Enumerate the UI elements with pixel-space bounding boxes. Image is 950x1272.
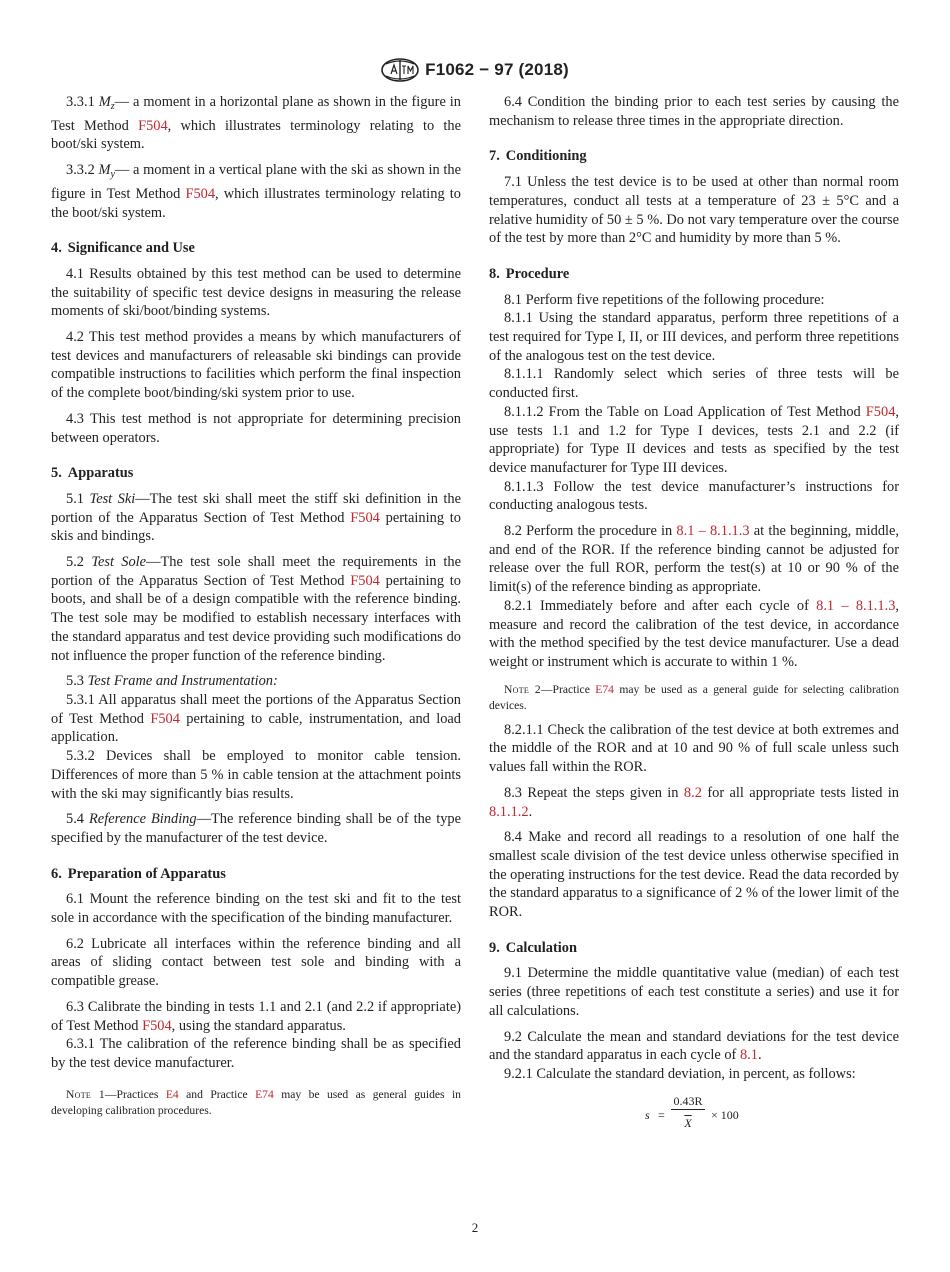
paragraph-5-4: 5.4 Reference Binding—The reference binding shall be of the type specified by the manufacturer of the test device. — [51, 811, 461, 846]
paragraph-8-4: 8.4 Make and record all readings to a resolution of one half the smallest scale division of the test device unless otherwise specified in the operating instructions for the test device. Read the data recorded by the standard apparatus to a significance of 2 % of the lower limit of the ROR. — [489, 829, 899, 921]
ref-link-f504[interactable]: F504 — [185, 185, 216, 202]
paragraph-7-1: 7.1 Unless the test device is to be used at other than normal room temperatures, conduct all tests at a temperature of 23 ± 5°C and a relative humidity of 50 ± 5 %. Do not vary temperature over the course of the test by more than 2°C and humidity by more than 5 %. — [489, 174, 899, 247]
ref-link-e74[interactable]: E74 — [255, 1087, 274, 1101]
paragraph-5-3: 5.3 Test Frame and Instrumentation: — [66, 673, 278, 690]
astm-logo-icon — [381, 58, 419, 82]
ref-link-f504[interactable]: F504 — [865, 403, 896, 420]
fraction-bar — [671, 1109, 705, 1110]
paragraph-6-2: 6.2 Lubricate all interfaces within the reference binding and all areas of sliding contact between test sole and binding with a compatible grease. — [51, 935, 461, 990]
page-number: 2 — [471, 1220, 479, 1235]
ref-link-f504[interactable]: F504 — [150, 710, 180, 727]
ref-link-8-1[interactable]: 8.1 — [739, 1047, 758, 1064]
paragraph-4-1: 4.1 Results obtained by this test method can be used to determine the suitability of specific test device designs in measuring the release moments of ski/boot/binding systems. — [51, 265, 461, 320]
paragraph-8-1-1-1: 8.1.1.1 Randomly select which series of three tests will be conducted first. — [489, 366, 899, 402]
ref-link-f504[interactable]: F504 — [138, 117, 168, 134]
section-heading-6: 6. Preparation of Apparatus — [51, 865, 226, 882]
right-column — [489, 93, 899, 1136]
section-heading-7: 7. Conditioning — [489, 148, 587, 165]
paragraph-8-2-1-1: 8.2.1.1 Check the calibration of the test device at both extremes and the middle of the ROR and at 10 and 90 % of full scale unless such values fall within the ROR. — [489, 721, 899, 776]
page-header — [0, 57, 950, 83]
paragraph-5-2: 5.2 Test Sole—The test sole shall meet the requirements in the portion of the Apparatus Section of Test Method F504 pertaining to boots, and shall be of a design compatible with the reference binding. The test sole may be modified to establish necessary interfaces with the standard apparatus and test device providing such modifications do not influence the proper function of the reference binding. — [51, 554, 462, 664]
ref-link-f504[interactable]: F504 — [350, 509, 380, 526]
paragraph-6-1: 6.1 Mount the reference binding on the test ski and fit to the test sole in accordance with the specification of the binding manufacturer. — [51, 891, 461, 927]
paragraph-9-2-1: 9.2.1 Calculate the standard deviation, in percent, as follows: — [504, 1065, 856, 1082]
paragraph-8-2: 8.2 Perform the procedure in 8.1 – 8.1.1.3 at the beginning, middle, and end of the ROR. If the reference binding cannot be adjusted for release over the full ROR, perform the test(s) at 10 or 90 % of the limit(s) of the reference binding as appropriate. — [489, 523, 899, 596]
section-heading-8: 8. Procedure — [489, 265, 570, 282]
paragraph-8-3: 8.3 Repeat the steps given in 8.2 for all appropriate tests listed in 8.1.1.2. — [489, 784, 900, 820]
paragraph-8-2-1: 8.2.1 Immediately before and after each cycle of 8.1 – 8.1.1.3, measure and record the calibration of the test device, in accordance with the method specified by the test device manufacturer. Use a dead weight or instrument which is accurate to within 1 %. — [489, 597, 899, 670]
equation-numerator: 0.43R — [673, 1093, 703, 1108]
equation-multiplier: × 100 — [711, 1107, 739, 1122]
ref-link-8-1[interactable]: 8.1 – 8.1.1.3 — [816, 597, 896, 614]
ref-link-8-1-1-2[interactable]: 8.1.1.2 — [489, 803, 529, 820]
paragraph-5-1: 5.1 Test Ski—The test ski shall meet the stiff ski definition in the portion of the Apparatus Section of Test Method F504 pertaining to skis and bindings. — [51, 490, 462, 545]
paragraph-8-1-1: 8.1.1 Using the standard apparatus, perform three repetitions of a test required for Type I, II, or III devices, and perform three repetitions of the analogous test on the test device. — [489, 310, 899, 364]
ref-link-f504[interactable]: F504 — [142, 1017, 172, 1034]
ref-link-f504[interactable]: F504 — [350, 572, 380, 589]
paragraph-6-3: 6.3 Calibrate the binding in tests 1.1 and 2.1 (and 2.2 if appropriate) of Test Method F504, using the standard apparatus. — [51, 998, 461, 1034]
left-column — [51, 93, 461, 1119]
equation-denominator: $\overline{X}$ — [684, 1115, 692, 1130]
paragraph-3-3-2: 3.3.2 $M_y—$ a moment in a vertical plane with the ski as shown in the figure in Test Method F504, which illustrates terminology relating to the boot/ski system. — [51, 162, 461, 221]
paragraph-8-1-1-2: 8.1.1.2 From the Table on Load Application of Test Method F504, use tests 1.1 and 1.2 for Type I devices, tests 2.1 and 2.2 (if appropriate) for Type II devices and tests as specified by the test device manufacturer for Type III devices. — [489, 403, 899, 476]
note-2: Note 2—Practice E74 may be used as a general guide for selecting calibration devices. — [489, 682, 899, 712]
std-deviation-equation — [489, 1092, 899, 1136]
standard-designation: F1062 − 97 (2018) — [425, 60, 569, 79]
section-heading-9: 9. Calculation — [489, 939, 577, 956]
paragraph-4-3: 4.3 This test method is not appropriate for determining precision between operators. — [51, 410, 461, 446]
equation-lhs: s — [645, 1107, 650, 1122]
paragraph-4-2: 4.2 This test method provides a means by which manufacturers of test devices and manufacturers of releasable ski bindings can provide compatible instructions to facilities which perform the final inspection of the complete boot/binding/ski system prior to use. — [51, 329, 461, 402]
paragraph-6-4: 6.4 Condition the binding prior to each test series by causing the mechanism to release three times in the appropriate direction. — [489, 94, 899, 129]
equation-equals: = — [658, 1107, 665, 1122]
paragraph-5-3-2: 5.3.2 Devices shall be employed to monitor cable tension. Differences of more than 5 % in cable tension at the attachment points with the ski may significantly bias results. — [51, 748, 461, 802]
ref-link-e4[interactable]: E4 — [165, 1087, 179, 1101]
ref-link-8-2[interactable]: 8.2 — [683, 784, 702, 801]
paragraph-6-3-1: 6.3.1 The calibration of the reference binding shall be as specified by the test device manufacturer. — [51, 1036, 461, 1071]
paragraph-8-1: 8.1 Perform five repetitions of the following procedure: — [504, 291, 825, 308]
paragraph-9-2: 9.2 Calculate the mean and standard deviations for the test device and the standard apparatus in each cycle of 8.1. — [489, 1028, 899, 1064]
paragraph-8-1-1-3: 8.1.1.3 Follow the test device manufacturer’s instructions for conducting analogous tests. — [489, 478, 899, 514]
paragraph-9-1: 9.1 Determine the middle quantitative value (median) of each test series (three repetitions of each test constitute a series) and use it for all calculations. — [489, 965, 899, 1019]
paragraph-5-3-1: 5.3.1 All apparatus shall meet the portions of the Apparatus Section of Test Method F504 pertaining to cable, instrumentation, and load application. — [51, 691, 461, 746]
note-1: Note 1—Practices E4 and Practice E74 may be used as general guides in developing calibration procedures. — [51, 1087, 461, 1117]
section-heading-5: 5. Apparatus — [51, 465, 134, 482]
paragraph-3-3-1: 3.3.1 $M_z—$ a moment in a horizontal plane as shown in the figure in Test Method F504, which illustrates terminology relating to the boot/ski system. — [51, 94, 461, 153]
ref-link-e74[interactable]: E74 — [595, 682, 614, 696]
ref-link-8-1[interactable]: 8.1 – 8.1.1.3 — [676, 523, 750, 540]
section-heading-4: 4. Significance and Use — [51, 240, 195, 257]
